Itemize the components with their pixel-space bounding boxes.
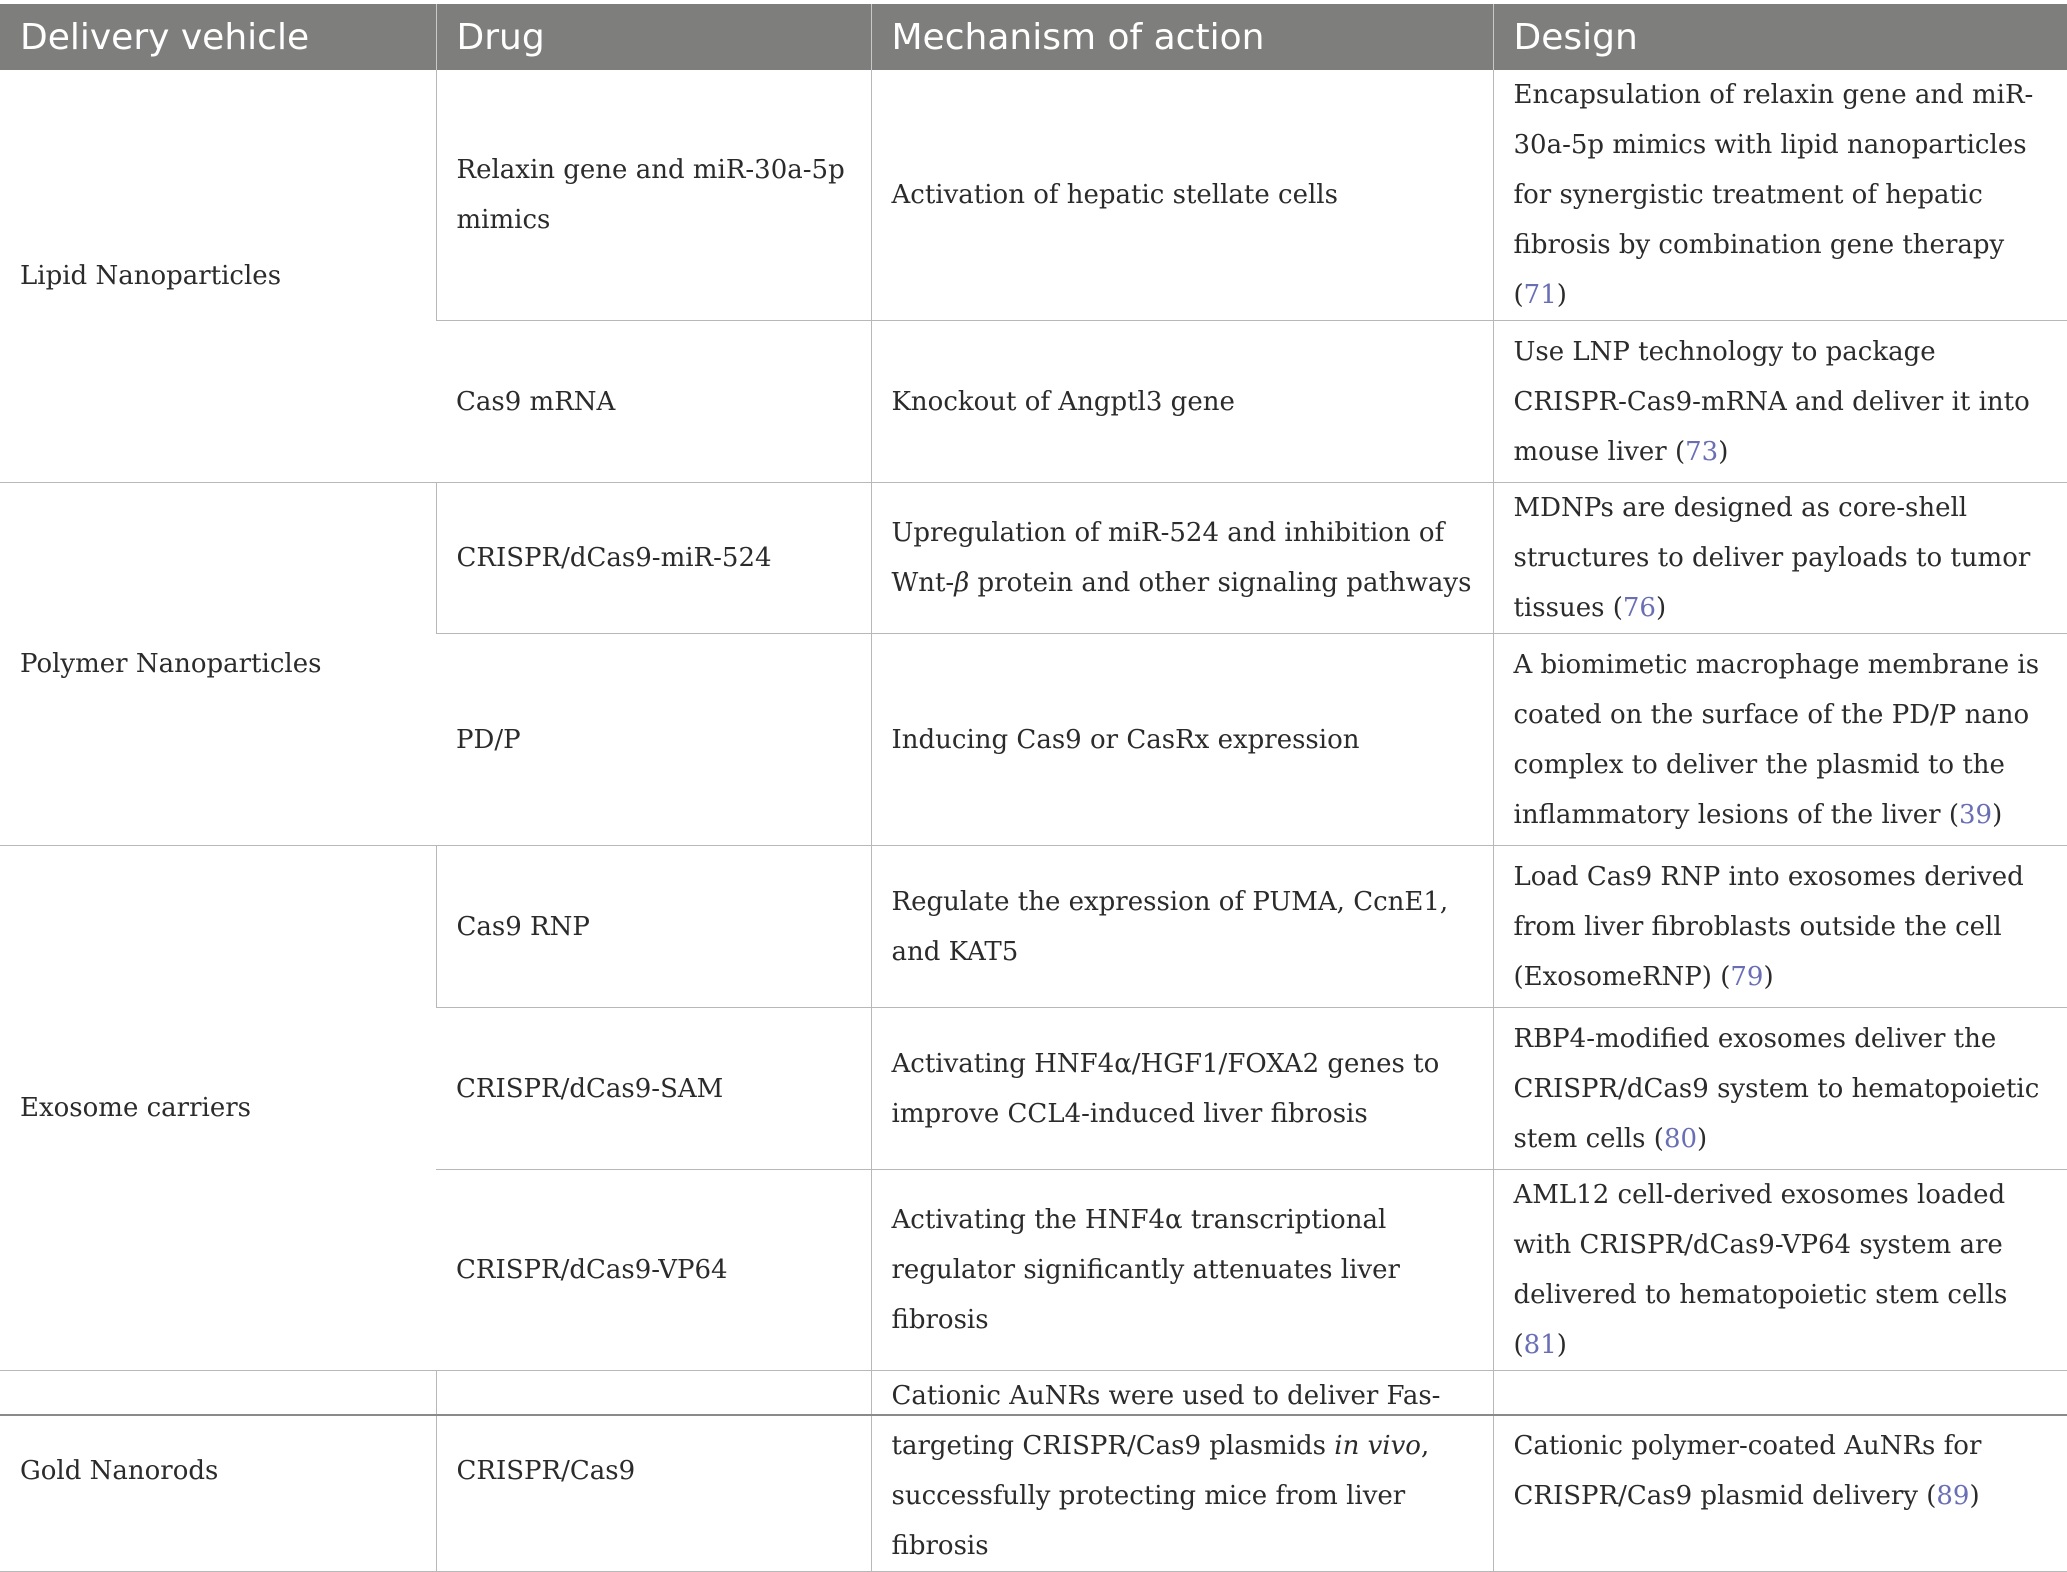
- drug-cell: Relaxin gene and miR-30a-5p mimics: [436, 70, 871, 321]
- drug-cell: Cas9 RNP: [436, 846, 871, 1008]
- mechanism-text-end: protein and other signaling pathways: [969, 568, 1472, 598]
- mechanism-text: Upregulation of miR-524 and inhibition of Wnt-: [891, 518, 1445, 598]
- design-text: Encapsulation of relaxin gene and miR-30a-5p mimics with lipid nanoparticles for synergistic treatment of hepatic fibrosis by combination gene therapy (: [1513, 80, 2034, 310]
- mechanism-cell: [871, 1371, 1493, 1572]
- design-text-end: ): [1697, 1123, 1708, 1154]
- design-cell: [1493, 483, 2067, 634]
- design-cell: [1493, 634, 2067, 846]
- design-text: AML12 cell-derived exosomes loaded with CRISPR/dCas9-VP64 system are delivered to hematopoietic stem cells (: [1513, 1180, 2008, 1360]
- design-text: Load Cas9 RNP into exosomes derived from liver fibroblasts outside the cell (ExosomeRNP) (: [1513, 861, 2024, 992]
- design-text: Cationic polymer-coated AuNRs for CRISPR/Cas9 plasmid delivery (: [1513, 1431, 1982, 1511]
- drug-cell: CRISPR/dCas9-SAM: [436, 1008, 871, 1170]
- header-drug: Drug: [436, 4, 871, 70]
- header-row: [0, 4, 2067, 70]
- design-text-end: ): [1556, 280, 1567, 310]
- mechanism-italic: in vivo: [1334, 1431, 1421, 1461]
- design-text-end: ): [1655, 593, 1667, 623]
- mechanism-text: Cationic AuNRs were used to deliver Fas-targeting CRISPR/Cas9 plasmids: [891, 1381, 1441, 1461]
- drug-cell: CRISPR/dCas9-VP64: [436, 1170, 871, 1371]
- reference-link[interactable]: 81: [1523, 1330, 1557, 1360]
- drug-cell: CRISPR/dCas9-miR-524: [436, 483, 871, 634]
- mechanism-text-end: , successfully protecting mice from liver fibrosis: [891, 1431, 1430, 1561]
- reference-link[interactable]: 71: [1523, 280, 1557, 310]
- mechanism-italic: β: [954, 568, 970, 598]
- mechanism-cell: Activating the HNF4α transcriptional regulator significantly attenuates liver fibrosis: [871, 1170, 1493, 1371]
- design-text-end: ): [1969, 1481, 1980, 1511]
- mechanism-cell: Regulate the expression of PUMA, CcnE1, and KAT5: [871, 846, 1493, 1008]
- table-row: [0, 483, 2067, 634]
- drug-cell: CRISPR/Cas9: [436, 1371, 871, 1572]
- vehicle-cell: Lipid Nanoparticles: [0, 70, 436, 483]
- mechanism-cell: Activating HNF4α/HGF1/FOXA2 genes to improve CCL4-induced liver fibrosis: [871, 1008, 1493, 1170]
- design-text: A biomimetic macrophage membrane is coated on the surface of the PD/P nano complex to deliver the plasmid to the inflammatory lesions of the liver (: [1513, 649, 2040, 830]
- reference-link[interactable]: 73: [1685, 436, 1719, 467]
- design-cell: [1493, 1371, 2067, 1572]
- reference-link[interactable]: 89: [1936, 1481, 1970, 1511]
- vehicle-cell: Polymer Nanoparticles: [0, 483, 436, 846]
- vehicle-cell: Gold Nanorods: [0, 1371, 436, 1572]
- design-cell: [1493, 1170, 2067, 1371]
- delivery-vehicle-table: [0, 4, 2067, 1572]
- table-row: [0, 846, 2067, 1008]
- table-header: [0, 4, 2067, 70]
- table-bottom-rule: [0, 1414, 2067, 1416]
- reference-link[interactable]: 79: [1730, 961, 1764, 992]
- design-cell: [1493, 70, 2067, 321]
- header-design: Design: [1493, 4, 2067, 70]
- design-text: RBP4-modified exosomes deliver the CRISPR/dCas9 system to hematopoietic stem cells (: [1513, 1023, 2040, 1154]
- reference-link[interactable]: 76: [1622, 593, 1656, 623]
- drug-cell: PD/P: [436, 634, 871, 846]
- header-mechanism: Mechanism of action: [871, 4, 1493, 70]
- design-text: MDNPs are designed as core-shell structures to deliver payloads to tumor tissues (: [1513, 493, 2031, 623]
- design-text: Use LNP technology to package CRISPR-Cas9-mRNA and deliver it into mouse liver (: [1513, 336, 2030, 467]
- header-delivery-vehicle: Delivery vehicle: [0, 4, 436, 70]
- mechanism-cell: Activation of hepatic stellate cells: [871, 70, 1493, 321]
- vehicle-cell: Exosome carriers: [0, 846, 436, 1371]
- mechanism-cell: [871, 483, 1493, 634]
- reference-link[interactable]: 80: [1663, 1123, 1698, 1154]
- table-row: [0, 1371, 2067, 1572]
- design-text-end: ): [1763, 961, 1774, 992]
- mechanism-cell: Inducing Cas9 or CasRx expression: [871, 634, 1493, 846]
- drug-cell: Cas9 mRNA: [436, 321, 871, 483]
- table-row: [0, 70, 2067, 321]
- design-text-end: ): [1718, 436, 1729, 467]
- design-cell: [1493, 321, 2067, 483]
- design-cell: [1493, 846, 2067, 1008]
- design-cell: [1493, 1008, 2067, 1170]
- reference-link[interactable]: 39: [1959, 799, 1993, 830]
- mechanism-cell: Knockout of Angptl3 gene: [871, 321, 1493, 483]
- design-text-end: ): [1992, 799, 2003, 830]
- design-text-end: ): [1556, 1330, 1567, 1360]
- table-body: [0, 70, 2067, 1572]
